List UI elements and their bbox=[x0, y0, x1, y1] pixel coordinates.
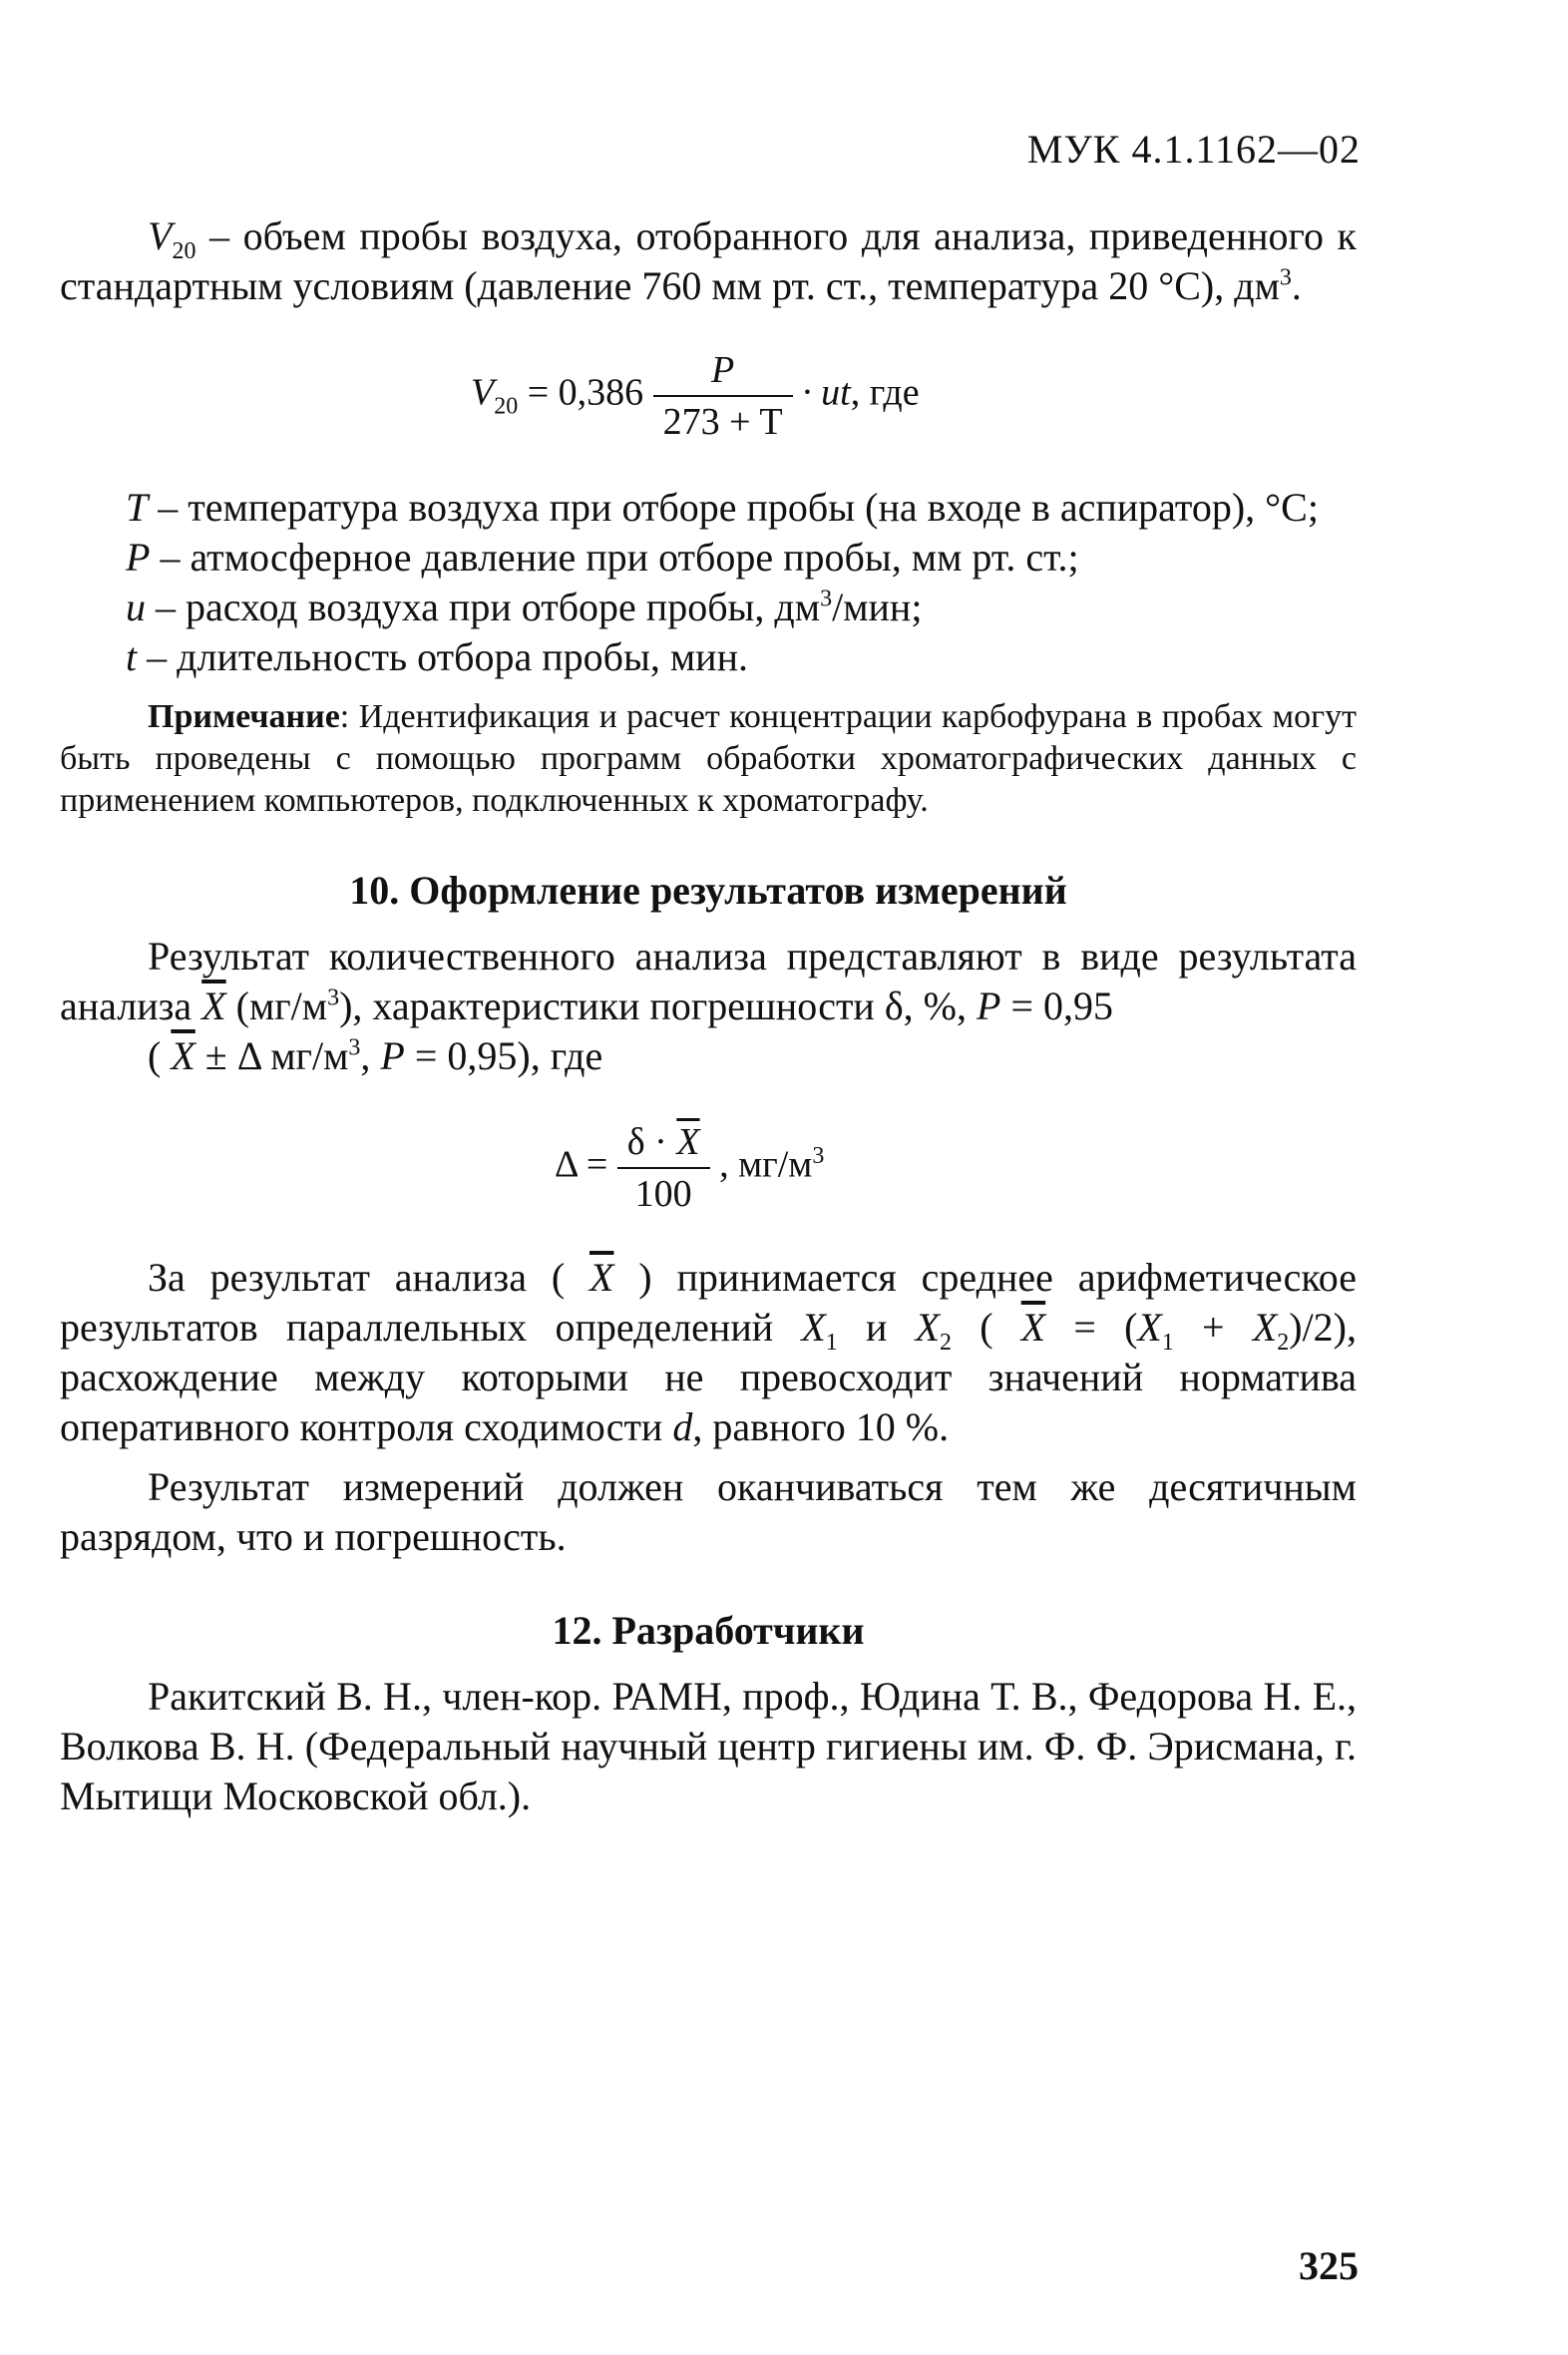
formula-delta bbox=[60, 1107, 1357, 1227]
p3-x2: X bbox=[915, 1305, 940, 1350]
p3-b: ) принимается среднее арифметическое результатов параллельных определений bbox=[60, 1255, 1357, 1350]
p3-x1: X bbox=[801, 1305, 826, 1350]
formula2-numerator bbox=[617, 1117, 710, 1169]
page-number: 325 bbox=[1299, 2243, 1359, 2288]
section-12-title: 12. Разработчики bbox=[552, 1608, 865, 1653]
p3-x1-sub: 1 bbox=[825, 1330, 838, 1356]
p3-xbar-2: $\overline{X}$ bbox=[1020, 1305, 1046, 1350]
s10-p2-p: P bbox=[380, 1033, 405, 1078]
formula2-num-x: $\overline{X}$ bbox=[676, 1121, 700, 1163]
def-t-symbol: T bbox=[126, 485, 149, 530]
v20-subscript: 20 bbox=[172, 238, 196, 264]
page-content bbox=[60, 211, 1357, 1821]
p3-x1b-sub: 1 bbox=[1161, 1330, 1174, 1356]
v20-definition bbox=[60, 211, 1357, 311]
s10-p1-p: P bbox=[977, 983, 1001, 1028]
developers-paragraph: Ракитский В. Н., член-кор. РАМН, проф., Юдина Т. В., Федорова Н. Е., Волкова В. Н. (Федеральный научный центр гигиены им. Ф. Ф. Эрисмана, г. Мытищи Московской обл.). bbox=[60, 1674, 1357, 1818]
p3-c: и bbox=[837, 1305, 916, 1350]
s10-p1-d: = 0,95 bbox=[1000, 983, 1113, 1028]
p3-x1b: X bbox=[1137, 1305, 1162, 1350]
p3-xbar: $\overline{X}$ bbox=[589, 1255, 614, 1300]
def-time-text: – длительность отбора пробы, мин. bbox=[137, 634, 748, 679]
def-p-text: – атмосферное давление при отборе пробы, мм рт. ст.; bbox=[150, 535, 1079, 580]
def-u-text: – расход воздуха при отборе пробы, дм bbox=[146, 585, 821, 629]
definition-p bbox=[126, 533, 1357, 583]
p3-a: За результат анализа ( bbox=[148, 1255, 589, 1300]
definition-time bbox=[126, 632, 1357, 682]
section-10-title: 10. Оформление результатов измерений bbox=[349, 868, 1067, 913]
p3-x2b-sub: 2 bbox=[1277, 1330, 1290, 1356]
rounding-paragraph: Результат измерений должен оканчиваться тем же десятичным разрядом, что и погрешность. bbox=[60, 1464, 1357, 1559]
def-time-symbol: t bbox=[126, 634, 138, 679]
v20-superscript: 3 bbox=[1279, 264, 1292, 291]
p3-g: )/2), расхождение между которыми не превосходит значений норматива оперативного контроля сходимости bbox=[60, 1305, 1358, 1449]
formula1-fraction bbox=[653, 345, 793, 447]
section-10-paragraph-1 bbox=[60, 932, 1357, 1031]
formula2-lhs: Δ = bbox=[555, 1143, 608, 1186]
v20-text: – объем пробы воздуха, отобранного для анализа, приведенного к стандартным условиям (давление 760 мм рт. ст., температура 20 °С), дм bbox=[60, 213, 1357, 308]
section-10-paragraph-2 bbox=[60, 1031, 1357, 1081]
document-code-header: МУК 4.1.1162—02 bbox=[1026, 127, 1361, 172]
s10-p2-d: = 0,95), где bbox=[404, 1033, 603, 1078]
p3-e: = ( bbox=[1045, 1305, 1138, 1350]
definition-u bbox=[126, 583, 1357, 632]
s10-p1-sup: 3 bbox=[327, 984, 340, 1011]
v20-end: . bbox=[1291, 263, 1302, 308]
s10-p1-c: ), характеристики погрешности δ, %, bbox=[339, 983, 977, 1028]
x-bar-symbol: $\overline{X}$ bbox=[201, 983, 226, 1028]
p3-d: ( bbox=[952, 1305, 1021, 1350]
s10-p1-b: (мг/м bbox=[225, 983, 328, 1028]
formula1-den-text: 273 + T bbox=[662, 401, 783, 443]
x-bar-symbol-2: $\overline{X}$ bbox=[171, 1033, 196, 1078]
note-label: Примечание bbox=[148, 698, 340, 735]
def-t-text: – температура воздуха при отборе пробы (на входе в аспиратор), °С; bbox=[148, 485, 1319, 530]
formula1-lhs-sub: 20 bbox=[494, 393, 519, 420]
v20-symbol: V bbox=[148, 213, 173, 258]
p3-h: , равного 10 %. bbox=[692, 1404, 950, 1449]
def-u-after: /мин; bbox=[832, 585, 923, 629]
formula1-eq: = 0,386 bbox=[518, 371, 644, 414]
p3-x2b: X bbox=[1252, 1305, 1278, 1350]
formula-v20 bbox=[60, 337, 1357, 457]
formula1-numerator: P bbox=[653, 345, 793, 397]
formula1-tail: , где bbox=[850, 371, 920, 414]
definition-t bbox=[126, 483, 1357, 533]
p3-d-symbol: d bbox=[672, 1404, 693, 1449]
s10-p2-b: ± Δ мг/м bbox=[195, 1033, 349, 1078]
s10-p1-a: Результат количественного анализа представляют в виде результата анализа bbox=[60, 934, 1357, 1028]
s10-p2-sup: 3 bbox=[348, 1034, 361, 1061]
result-paragraph bbox=[60, 1253, 1357, 1452]
formula1-denominator bbox=[653, 397, 793, 447]
formula1-mult: · ut bbox=[802, 371, 851, 414]
p3-f: + bbox=[1173, 1305, 1253, 1350]
note-text: : Идентификация и расчет концентрации карбофурана в пробах могут быть проведены с помощью программ обработки хроматографических данных с применением компьютеров, подключенных к хроматографу. bbox=[60, 698, 1357, 819]
formula2-fraction bbox=[617, 1117, 710, 1219]
note-paragraph bbox=[60, 696, 1357, 822]
p3-x2-sub: 2 bbox=[940, 1330, 952, 1356]
def-u-sup: 3 bbox=[820, 586, 833, 612]
formula2-unit: , мг/м bbox=[719, 1143, 813, 1186]
def-p-symbol: P bbox=[126, 535, 151, 580]
formula2-denominator: 100 bbox=[634, 1173, 692, 1215]
formula1-lhs-symbol: V bbox=[471, 371, 495, 414]
formula2-num-a: δ · bbox=[626, 1121, 677, 1163]
def-u-symbol: u bbox=[126, 585, 146, 629]
formula2-unit-sup: 3 bbox=[812, 1143, 825, 1170]
s10-p2-c: , bbox=[360, 1033, 381, 1078]
s10-p2-a: ( bbox=[148, 1033, 172, 1078]
